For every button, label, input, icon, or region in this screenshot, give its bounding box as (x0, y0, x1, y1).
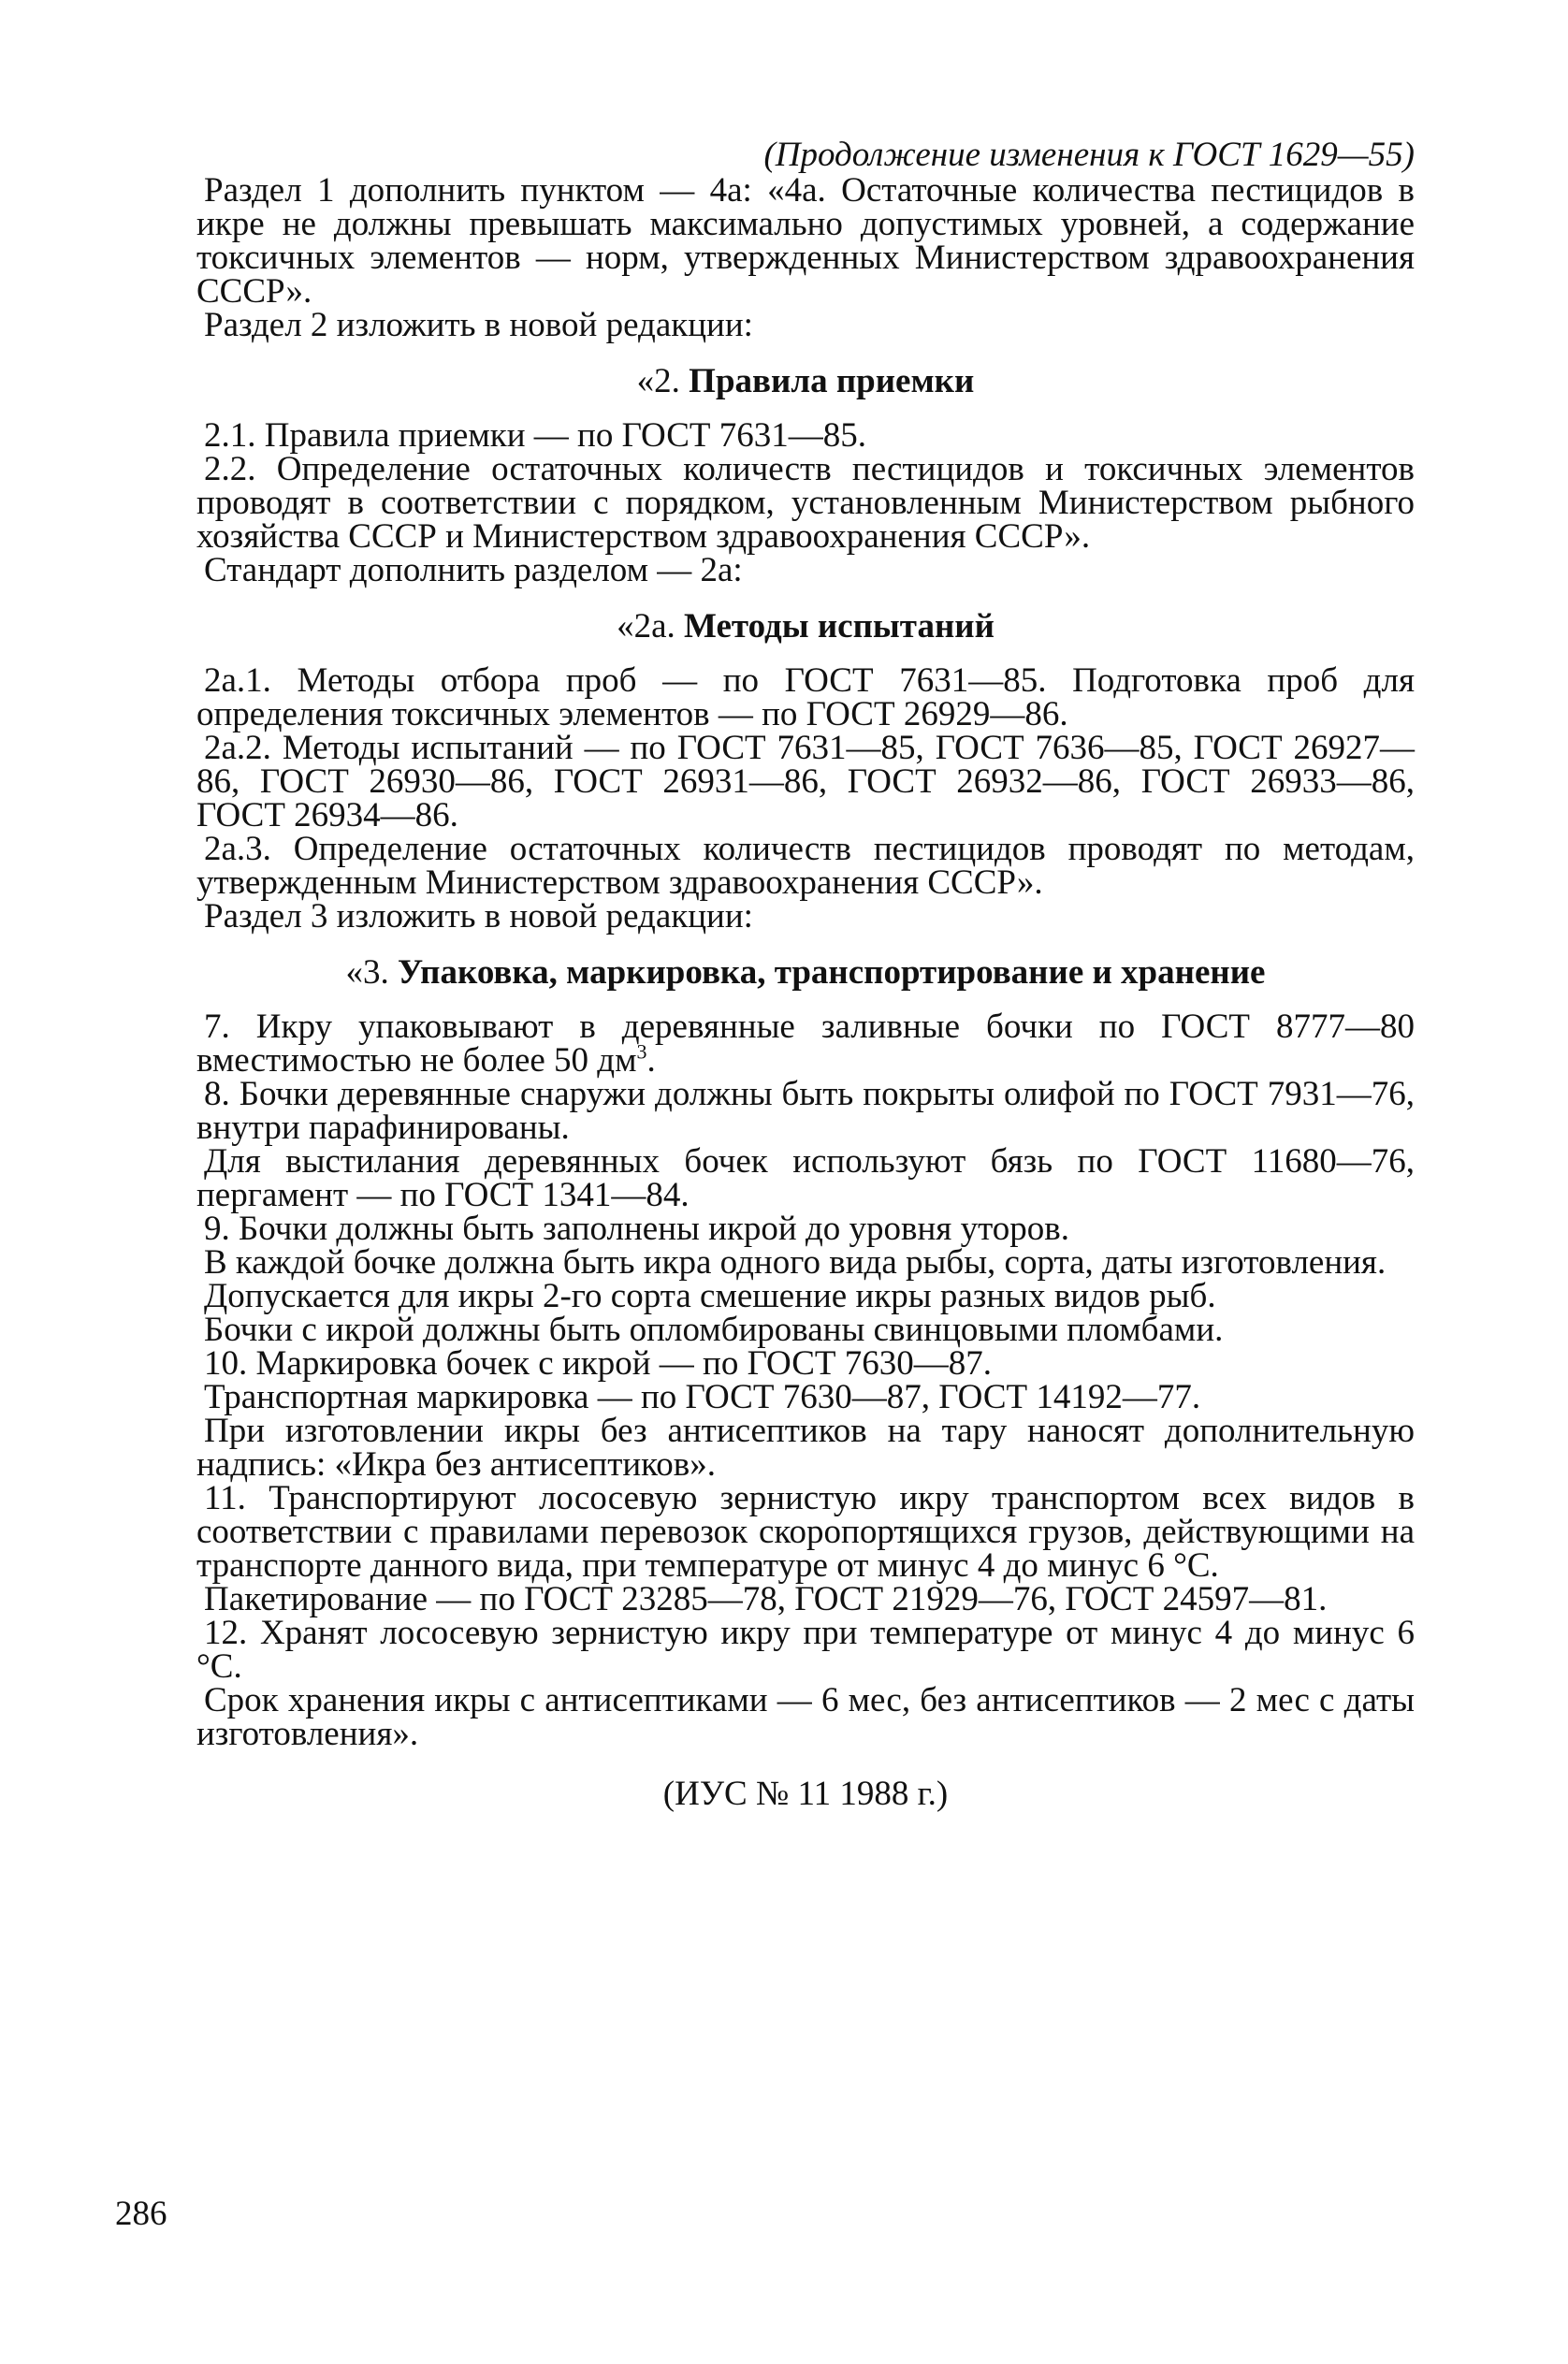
paragraph: 2.1. Правила приемки — по ГОСТ 7631—85. (204, 416, 866, 455)
paragraph: 2а.3. Определение остаточных количеств пестицидов проводят по методам, утвержденным Министерством здравоохранения СССР». (196, 830, 1415, 902)
paragraph: 9. Бочки должны быть заполнены икрой до уровня уторов. (204, 1210, 1069, 1248)
heading-number: «3. (345, 953, 399, 992)
heading-number: «2. (636, 362, 690, 400)
section-2-heading (196, 362, 1415, 400)
paragraph: 10. Маркировка бочек с икрой — по ГОСТ 7630—87. (204, 1344, 993, 1383)
paragraph: Срок хранения икры с антисептиками — 6 мес, без антисептиков — 2 мес с даты изготовления». (196, 1681, 1415, 1753)
paragraph: Для выстилания деревянных бочек используют бязь по ГОСТ 11680—76, пергамент — по ГОСТ 1341—84. (196, 1142, 1415, 1214)
section-3-heading (196, 953, 1415, 992)
paragraph: При изготовлении икры без антисептиков на тару наносят дополнительную надпись: «Икра без антисептиков». (196, 1412, 1415, 1484)
superscript: 3 (636, 1039, 647, 1064)
paragraph: 8. Бочки деревянные снаружи должны быть покрыты олифой по ГОСТ 7931—76, внутри парафинированы. (196, 1075, 1415, 1147)
paragraph: Раздел 3 изложить в новой редакции: (204, 897, 753, 935)
paragraph: Раздел 1 дополнить пунктом — 4а: «4а. Остаточные количества пестицидов в икре не должны превышать максимально допустимых уровней, а содержание токсичных элементов — норм, утвержденных Министерством здравоохранения СССР». (196, 171, 1415, 311)
heading-title: Упаковка, маркировка, транспортирование и хранение (398, 953, 1266, 992)
paragraph: Бочки с икрой должны быть опломбированы свинцовыми пломбами. (204, 1311, 1224, 1349)
heading-title: Правила приемки (689, 362, 975, 400)
paragraph-item-7 (196, 1010, 1415, 1078)
heading-title: Методы испытаний (684, 607, 995, 645)
item-7-text: 7. Икру упаковывают в деревянные заливные бочки по ГОСТ 8777—80 вместимостью не более 50 дм (196, 1008, 1415, 1080)
paragraph: Пакетирование — по ГОСТ 23285—78, ГОСТ 21929—76, ГОСТ 24597—81. (204, 1580, 1328, 1618)
page-number: 286 (115, 2195, 167, 2233)
paragraph: Стандарт дополнить разделом — 2а: (204, 551, 743, 589)
item-7-end: . (646, 1041, 656, 1080)
paragraph: 2.2. Определение остаточных количеств пестицидов и токсичных элементов проводят в соответствии с порядком, установленным Министерством рыбного хозяйства СССР и Министерством здравоохранения СССР». (196, 450, 1415, 556)
paragraph: 2а.2. Методы испытаний — по ГОСТ 7631—85, ГОСТ 7636—85, ГОСТ 26927—86, ГОСТ 26930—86, ГОСТ 26931—86, ГОСТ 26932—86, ГОСТ 26933—86, ГОСТ 26934—86. (196, 729, 1415, 834)
paragraph: 2а.1. Методы отбора проб — по ГОСТ 7631—85. Подготовка проб для определения токсичных элементов — по ГОСТ 26929—86. (196, 661, 1415, 733)
paragraph: Допускается для икры 2-го сорта смешение икры разных видов рыб. (204, 1277, 1216, 1315)
ius-reference: (ИУС № 11 1988 г.) (662, 1775, 949, 1813)
continuation-header: (Продолжение изменения к ГОСТ 1629—55) (763, 136, 1415, 174)
paragraph: В каждой бочке должна быть икра одного вида рыбы, сорта, даты изготовления. (204, 1243, 1387, 1282)
section-2a-heading (196, 607, 1415, 645)
paragraph: Раздел 2 изложить в новой редакции: (204, 306, 753, 344)
heading-number: «2а. (617, 607, 685, 645)
paragraph: Транспортная маркировка — по ГОСТ 7630—87, ГОСТ 14192—77. (204, 1378, 1201, 1416)
document-body (196, 138, 1415, 1811)
paragraph: 11. Транспортируют лососевую зернистую икру транспортом всех видов в соответствии с правилами перевозок скоропортящихся грузов, действующими на транспорте данного вида, при температуре от минус 4 до минус 6 °С. (196, 1479, 1415, 1585)
paragraph: 12. Хранят лососевую зернистую икру при температуре от минус 4 до минус 6 °С. (196, 1614, 1415, 1686)
